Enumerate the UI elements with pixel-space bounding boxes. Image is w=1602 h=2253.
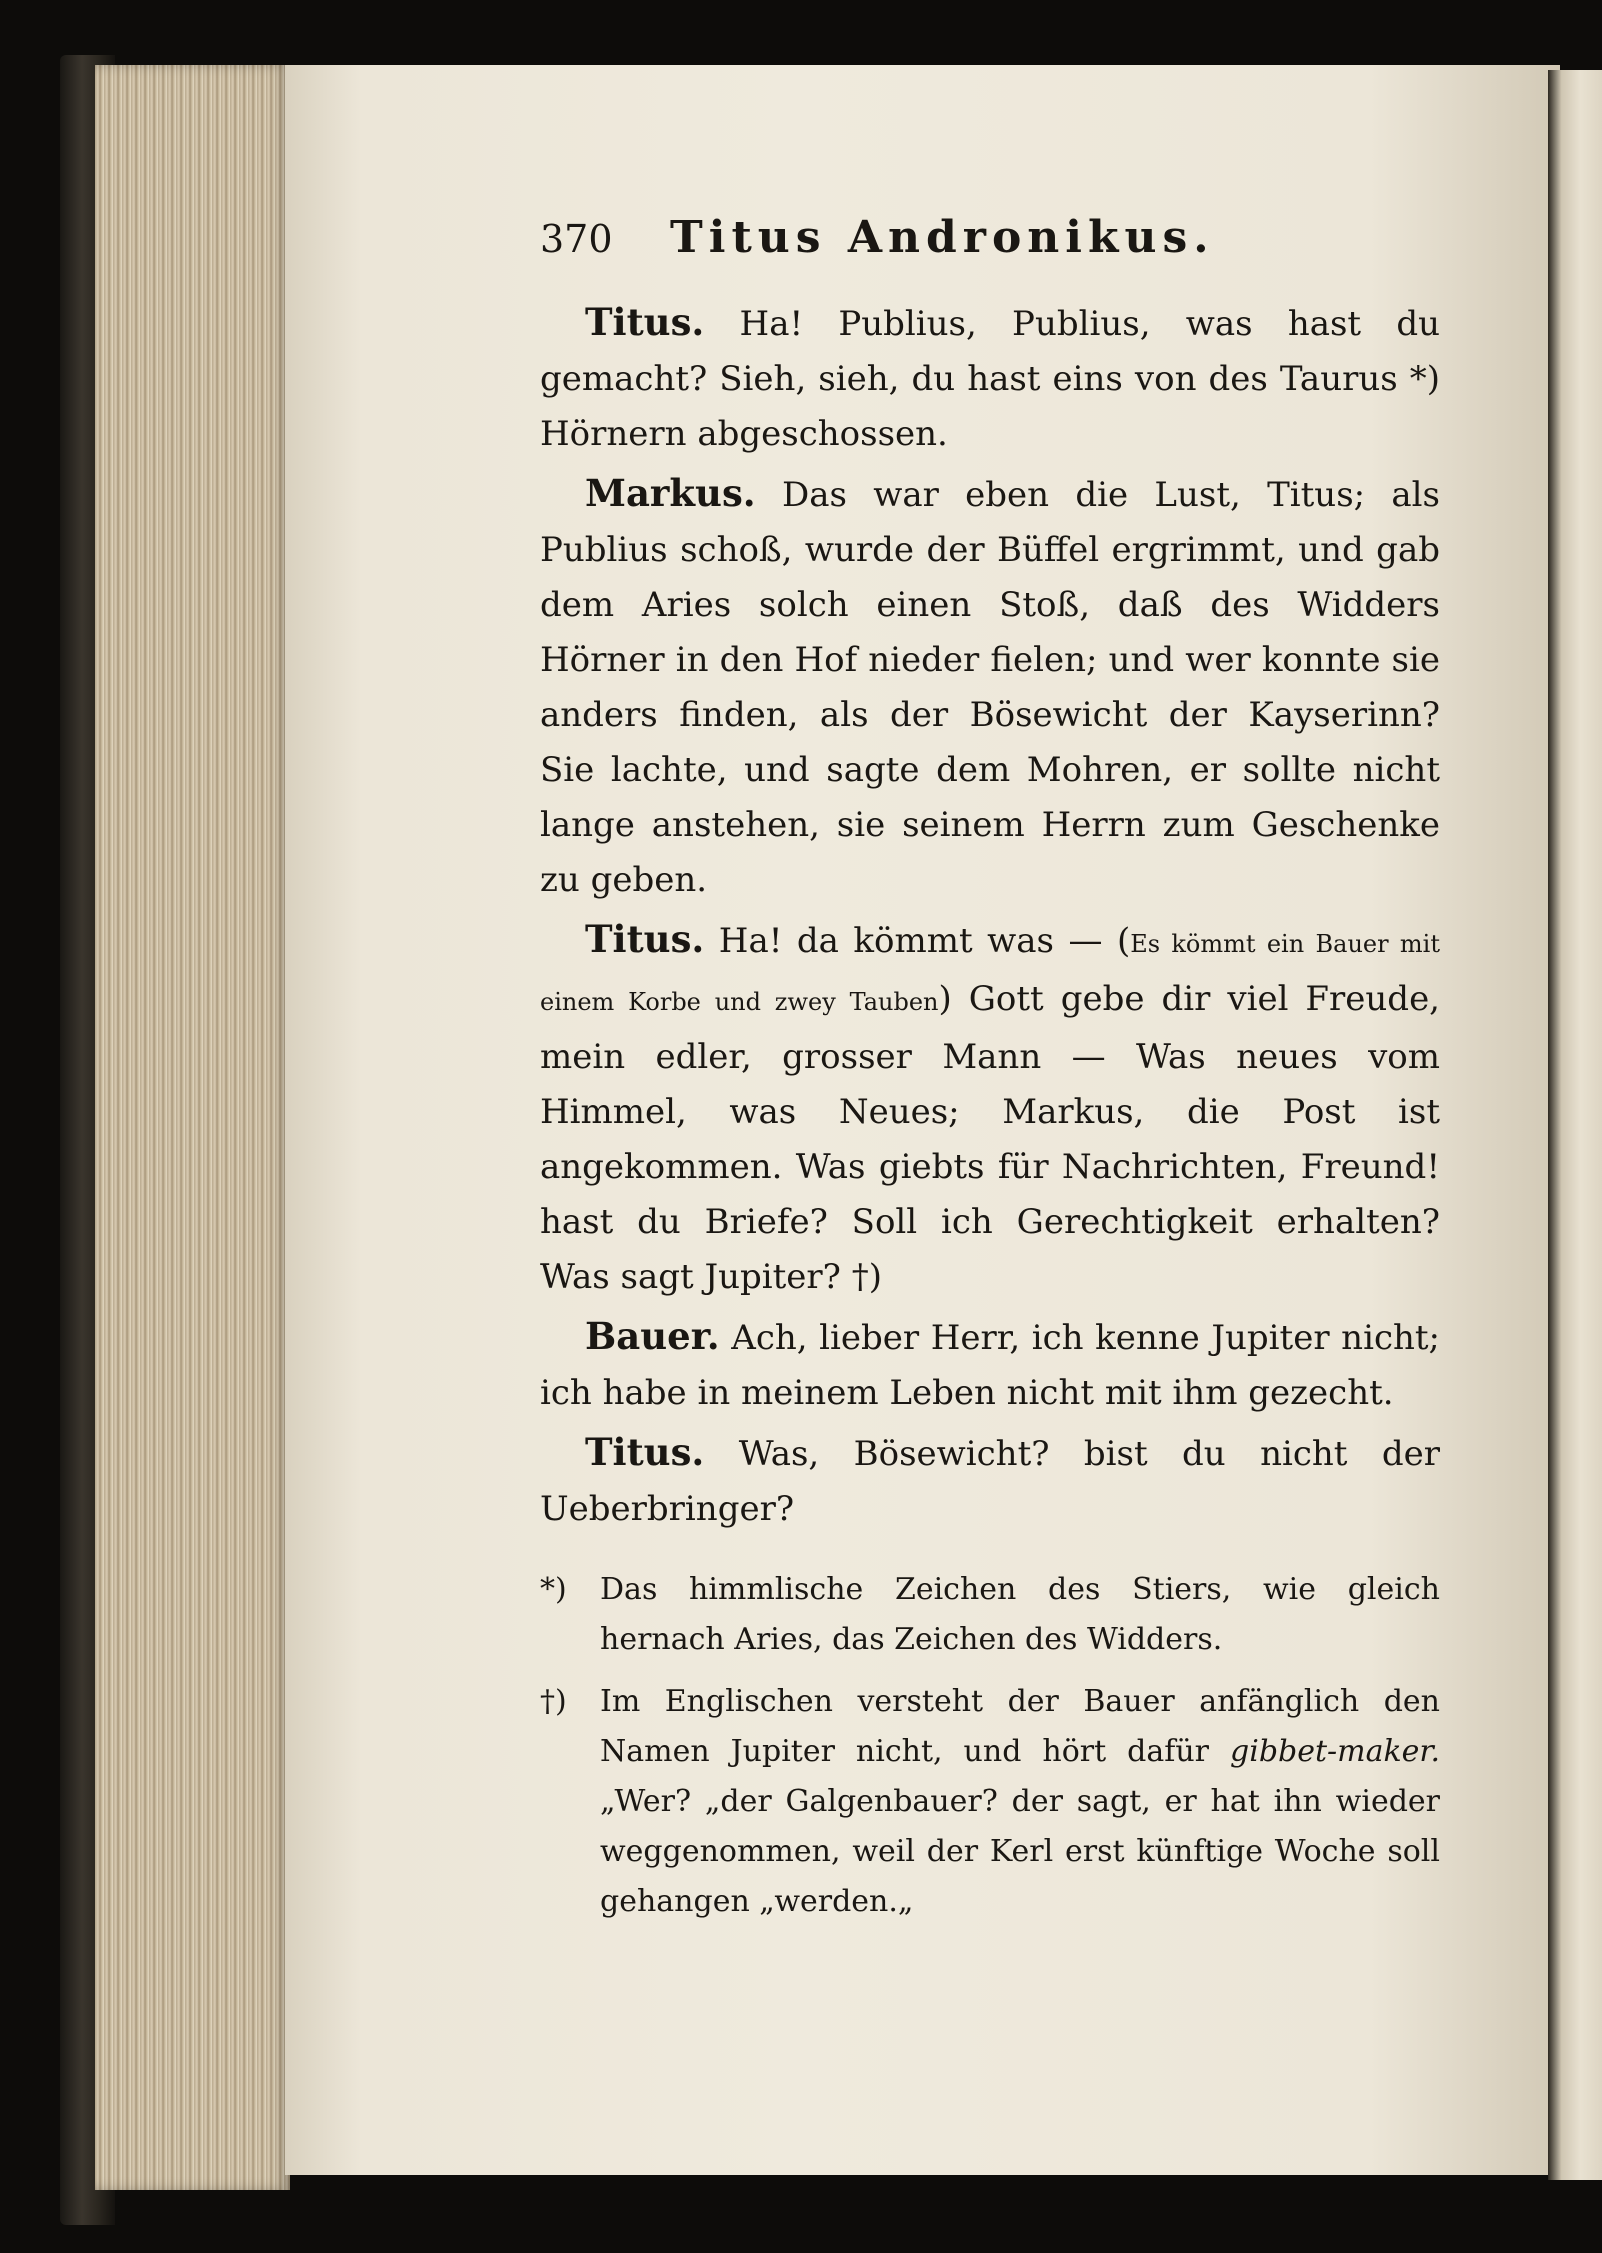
speech-text-before: Ha! da kömmt was — (	[718, 921, 1131, 961]
stage-direction: Es kömmt ein Bauer mit einem Korbe und zwey Tauben	[540, 930, 1440, 1016]
page-header	[540, 210, 1440, 285]
speech-text: Ach, lieber Herr, ich kenne Jupiter nicht; ich habe in meinem Leben nicht mit ihm gezecht.	[540, 1318, 1440, 1413]
facing-page-edge	[1548, 70, 1602, 2180]
running-title: Titus Andronikus.	[670, 212, 1215, 263]
speaker-name: Titus.	[585, 1430, 705, 1474]
footnote-dagger	[540, 1677, 1440, 1927]
speech-text-after: ) Gott gebe dir viel Freude, mein edler, grosser Mann — Was neues vom Himmel, was Neues; Markus, die Post ist angekommen. Was giebts für Nachrichten, Freund! hast du Briefe? Soll ich Gerechtigkeit erhalten? Was sagt Jupiter? †)	[540, 979, 1440, 1297]
footnote-mark: *)	[540, 1572, 567, 1607]
speech-titus-1	[540, 295, 1440, 462]
speech-bauer	[540, 1309, 1440, 1421]
footnote-text: Das himmlische Zeichen des Stiers, wie gleich hernach Aries, das Zeichen des Widders.	[600, 1572, 1440, 1657]
footnotes	[540, 1565, 1440, 1927]
page-content	[540, 210, 1440, 1939]
footnote-text-before: Im Englischen versteht der Bauer anfänglich den Namen Jupiter nicht, und hört dafür	[600, 1684, 1440, 1769]
page-number: 370	[540, 217, 613, 261]
footnote-asterisk	[540, 1565, 1440, 1665]
speaker-name: Titus.	[585, 300, 705, 344]
speech-text: Was, Bösewicht? bist du nicht der Ueberbringer?	[540, 1434, 1440, 1529]
footnote-mark: †)	[540, 1684, 567, 1719]
page-edges	[95, 65, 290, 2190]
speech-markus	[540, 466, 1440, 908]
speech-titus-3	[540, 1425, 1440, 1537]
footnote-text-after: „Wer? „der Galgenbauer? der sagt, er hat ihn wieder weggenommen, weil der Kerl erst künftige Woche soll gehangen „werden.„	[600, 1784, 1440, 1919]
speech-text: Das war eben die Lust, Titus; als Publius schoß, wurde der Büffel ergrimmt, und gab dem Aries solch einen Stoß, daß des Widders Hörner in den Hof nieder fielen; und wer konnte sie anders finden, als der Bösewicht der Kayserinn? Sie lachte, und sagte dem Mohren, er sollte nicht lange anstehen, sie seinem Herrn zum Geschenke zu geben.	[540, 475, 1440, 900]
footnote-english-term: gibbet-maker.	[1230, 1734, 1441, 1769]
speech-titus-2	[540, 912, 1440, 1305]
speech-text: Ha! Publius, Publius, was hast du gemacht? Sieh, sieh, du hast eins von des Taurus *) Hörnern abgeschossen.	[540, 304, 1440, 454]
speaker-name: Titus.	[585, 917, 705, 961]
speaker-name: Markus.	[585, 471, 756, 515]
speaker-name: Bauer.	[585, 1314, 720, 1358]
